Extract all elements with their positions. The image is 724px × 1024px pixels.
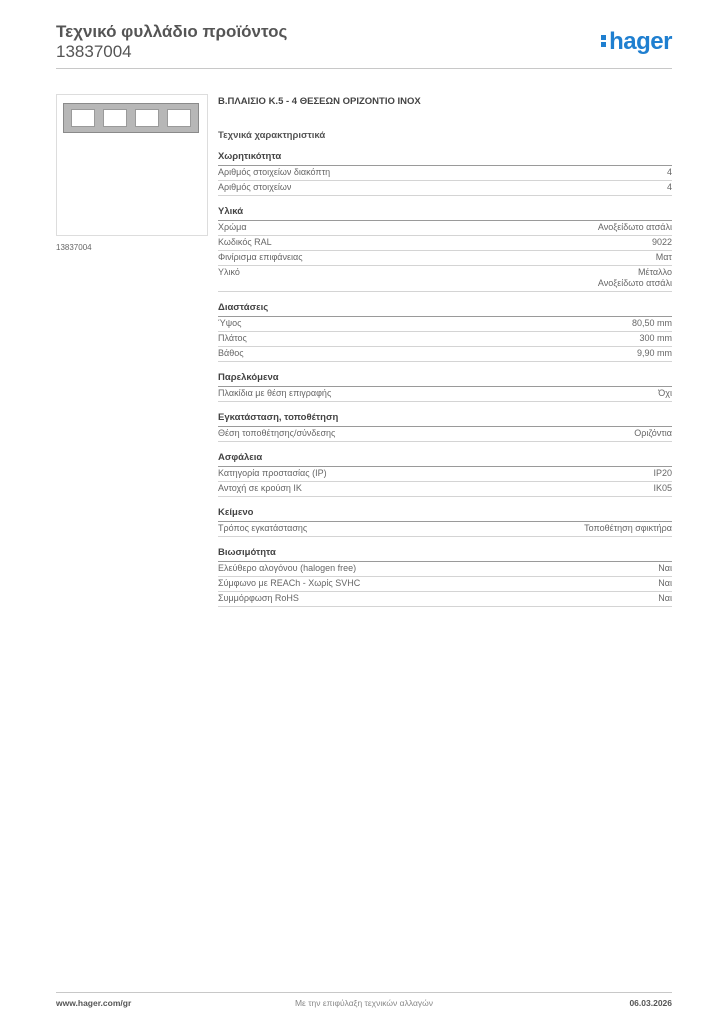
header-divider (56, 68, 672, 69)
spec-value (634, 428, 672, 439)
spec-section (218, 151, 672, 196)
page-header (56, 22, 672, 70)
spec-section (218, 206, 672, 292)
spec-label: Αριθμός στοιχείων διακόπτη (218, 167, 331, 177)
image-caption: 13837004 (56, 243, 92, 252)
spec-row (218, 347, 672, 362)
spec-row (218, 251, 672, 266)
spec-value (653, 468, 672, 479)
spec-row (218, 577, 672, 592)
spec-label: Αντοχή σε κρούση IK (218, 483, 302, 493)
logo-text: hager (609, 28, 672, 55)
spec-sections (218, 151, 672, 607)
spec-row (218, 181, 672, 196)
product-image (56, 94, 208, 236)
spec-value (667, 182, 672, 193)
spec-label: Συμμόρφωση RoHS (218, 593, 299, 603)
spec-value (658, 578, 672, 589)
spec-value (637, 348, 672, 359)
spec-value-text: IK05 (653, 483, 672, 493)
spec-section (218, 507, 672, 537)
spec-value-text: Ναι (658, 563, 672, 573)
spec-label: Θέση τοποθέτησης/σύνδεσης (218, 428, 336, 438)
spec-row (218, 221, 672, 236)
hager-logo (601, 28, 672, 56)
spec-heading: Τεχνικά χαρακτηριστικά (218, 130, 326, 141)
footer-notice: Με την επιφύλαξη τεχνικών αλλαγών (294, 998, 434, 1008)
spec-row (218, 562, 672, 577)
section-title: Παρελκόμενα (218, 372, 672, 387)
frame-opening (135, 109, 159, 127)
section-title: Κείμενο (218, 507, 672, 522)
spec-row (218, 467, 672, 482)
spec-value-text: 300 mm (639, 333, 672, 343)
page-footer (56, 998, 672, 1012)
spec-value (598, 267, 672, 289)
spec-value-text: Μέταλλο (637, 267, 672, 277)
spec-label: Χρώμα (218, 222, 247, 232)
section-title: Διαστάσεις (218, 302, 672, 317)
spec-value-text: Ναι (658, 578, 672, 588)
spec-row (218, 592, 672, 607)
spec-section (218, 452, 672, 497)
spec-value (653, 483, 672, 494)
spec-label: Αριθμός στοιχείων (218, 182, 292, 192)
spec-row (218, 332, 672, 347)
section-title: Υλικά (218, 206, 672, 221)
spec-value (667, 167, 672, 178)
spec-content (218, 96, 672, 607)
footer-date: 06.03.2026 (629, 998, 672, 1008)
spec-label: Πλακίδια με θέση επιγραφής (218, 388, 332, 398)
spec-label: Πλάτος (218, 333, 247, 343)
spec-section (218, 547, 672, 607)
frame-opening (103, 109, 127, 127)
spec-row (218, 482, 672, 497)
spec-row (218, 166, 672, 181)
product-number: 13837004 (56, 42, 132, 61)
spec-value-text: 9,90 mm (636, 348, 672, 358)
spec-row (218, 522, 672, 537)
spec-row (218, 387, 672, 402)
section-title: Εγκατάσταση, τοποθέτηση (218, 412, 672, 427)
spec-label: Ελεύθερο αλογόνου (halogen free) (218, 563, 357, 573)
spec-label: Φινίρισμα επιφάνειας (218, 252, 303, 262)
four-gang-frame-image (63, 103, 199, 133)
document-title: Τεχνικό φυλλάδιο προϊόντος (56, 22, 288, 41)
spec-label: Υλικό (218, 267, 240, 277)
footer-divider (56, 992, 672, 993)
spec-label: Κωδικός RAL (218, 237, 272, 247)
spec-value-text: 9022 (651, 237, 672, 247)
section-title: Χωρητικότητα (218, 151, 672, 166)
spec-value (658, 593, 672, 604)
spec-label: Σύμφωνο με REACh - Χωρίς SVHC (218, 578, 361, 588)
spec-row (218, 427, 672, 442)
section-title: Ασφάλεια (218, 452, 672, 467)
spec-label: Ύψος (218, 318, 242, 328)
spec-value-text: 4 (666, 182, 672, 192)
spec-value-text: IP20 (653, 468, 672, 478)
spec-value-text: Όχι (658, 388, 672, 398)
spec-value-text: Ανοξείδωτο ατσάλι (597, 278, 672, 288)
spec-value (584, 523, 672, 534)
spec-label: Τρόπος εγκατάστασης (218, 523, 308, 533)
spec-value (598, 222, 672, 233)
spec-row (218, 317, 672, 332)
spec-value-text: Ματ (655, 252, 672, 262)
frame-opening (167, 109, 191, 127)
spec-section (218, 302, 672, 362)
spec-section (218, 372, 672, 402)
spec-row (218, 236, 672, 251)
product-name: Β.ΠΛΑΙΣΙΟ Κ.5 - 4 ΘΕΣΕΩΝ ΟΡΙΖΟΝΤΙΟ ΙΝΟΧ (218, 96, 421, 107)
spec-label: Κατηγορία προστασίας (IP) (218, 468, 327, 478)
spec-value-text: 4 (666, 167, 672, 177)
frame-opening (71, 109, 95, 127)
spec-value (658, 563, 672, 574)
spec-value (656, 252, 672, 263)
spec-value-text: Ανοξείδωτο ατσάλι (597, 222, 672, 232)
spec-value-text: Ναι (658, 593, 672, 603)
section-title: Βιωσιμότητα (218, 547, 672, 562)
logo-dots-icon (601, 33, 607, 49)
footer-website-link[interactable]: www.hager.com/gr (56, 998, 132, 1008)
spec-value-text: Οριζόντια (634, 428, 672, 438)
spec-section (218, 412, 672, 442)
spec-label: Βάθος (218, 348, 244, 358)
spec-value (658, 388, 672, 399)
spec-value-text: Τοποθέτηση σφικτήρα (584, 523, 672, 533)
spec-value (632, 318, 672, 329)
spec-row (218, 266, 672, 292)
spec-value-text: 80,50 mm (631, 318, 672, 328)
spec-value (652, 237, 672, 248)
spec-value (639, 333, 672, 344)
